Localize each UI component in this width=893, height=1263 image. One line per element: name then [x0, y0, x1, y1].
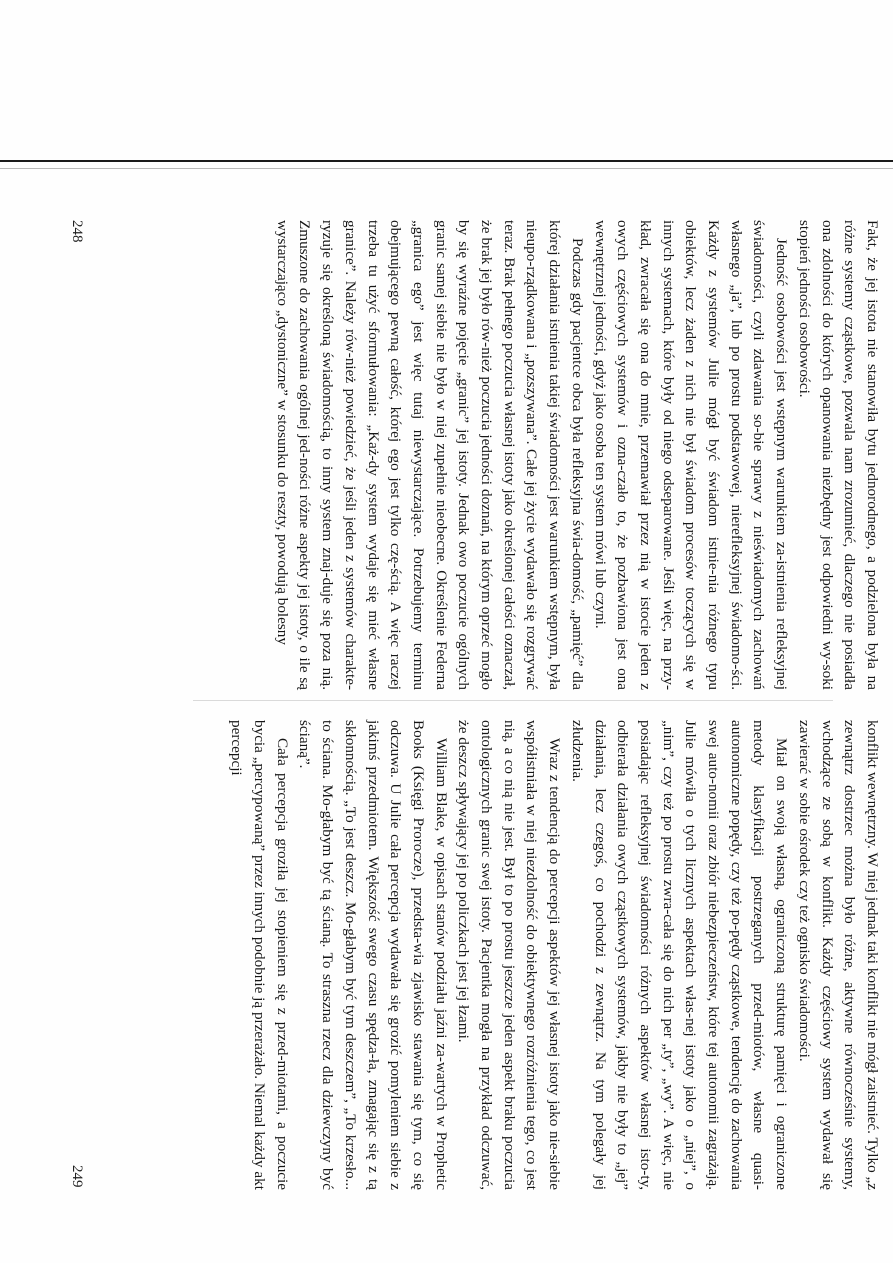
left-page	[270, 220, 883, 690]
right-paragraph-4: William Blake, w opisach stanów podziału jaźni za-wartych w Prophetic Books (Księgi Prorocze), przedsta-wia zjawisko stawania się tym, co się odczuwa. U Julie cała percepcja wydawała się grozić pomyleniem siebie z jakimś przedmiotem. Większość swego czasu spędza-ła, zmagając się z tą skłonnością. „To jest deszcz. Mo-głabym być tym deszczem”, „To krzesło... to ściana. Mo-głabym być tą ścianą. To straszna rzecz dla dziewczyny być ścianą”.	[296, 720, 450, 1190]
page-number-left: 248	[69, 220, 85, 243]
rotated-spread	[43, 210, 893, 1210]
page-number-right: 249	[69, 1165, 85, 1188]
top-scan-shadow	[0, 168, 893, 169]
right-paragraph-1: konflikt wewnętrzny. W niej jednak taki konflikt nie mógł zaistnieć. Tylko „z zewnątrz dostrzec można było różne, aktywne równocześnie systemy, wchodzące ze sobą w konflikt. Każdy częściowy system wydawał się zawierać w sobie ośrodek czy też ognisko świadomości.	[795, 720, 881, 1190]
right-paragraph-2: Miał on swoją własną, ograniczoną strukturę pamięci i ograniczone metody klasyfikacji postrzeganych przed-miotów, własne quasi-autonomiczne popędy, czy też po-pędy cząstkowe, tendencję do zachowania swej auto-nomii oraz zbiór niebezpieczeństw, które tej autonomii zagrażają. Julie mówiła o tych licznych aspektach włas-nej istoty jako o „niej”, o „nim”, czy też po prostu zwra-cała się do nich per „ty”, „wy”. A więc, nie posiadając refleksyjnej świadomości różnych aspektów własnej isto-ty, odbierała działania owych cząstkowych systemów, jakby nie były to „jej” działania, lecz czegoś, co pochodzi z zewnątrz. Na tym polegały jej złudzenia.	[568, 720, 791, 1190]
top-scan-edge	[0, 160, 893, 162]
right-paragraph-5: Cała percepcja groziła jej stopieniem się z przed-miotami, a poczucie bycia „percypowaną” przez innych podobnie ją przerażało. Niemal każdy akt percepcji	[228, 720, 291, 1190]
right-page	[225, 720, 883, 1190]
left-paragraph-3: Podczas gdy pacjentce obca była refleksyjna świa-domość, „pamięć” dla której działania istnienia takiej świadomości jest warunkiem wstępnym, była nieupo-rządkowana i „pozszywana”. Całe jej życie wydawało się rozgrywać teraz. Brak pełnego poczucia własnej istoty jako określonej całości oznaczał, że brak jej było rów-nież poczucia jedności doznań, na którym oprzeć mogło by się wyraźne pojęcie „granic” jej istoty. Jednak owo poczucie ogólnych granic samej siebie nie było w niej zupełnie nieobecne. Określenie Federna „granica ego” jest więc tutaj niewystarczające. Potrzebujemy terminu obejmującego pewną całość, której ego jest tylko czę-ścią. A więc raczej trzeba tu użyć sformułowania: „Każ-dy system wydaje się mieć własne granice”. Należy rów-nież powiedzieć, że jeśli jeden z systemów charakte-ryzuje się określoną świadomością, to inny system znaj-duje się poza nią. Zmuszone do zachowania ogólnej jed-ności różne aspekty jej istoty, o ile są wystarczająco „dystoniczne” w stosunku do reszty, powodują bolesny	[273, 220, 586, 690]
left-paragraph-2: Jedność osobowości jest wstępnym warunkiem za-istnienia refleksyjnej świadomości, czyli zdawania so-bie sprawy z nieświadomych zachowań własnego „ja”, lub po prostu podstawowej, nierefleksyjnej świadomo-ści. Każdy z systemów Julie mógł być świadom istnie-nia różnego typu obiektów, lecz żaden z nich nie był świadom procesów toczących się w innych systemach, które były od niego odseparowane. Jeśli więc, na przy-kład, zwracała się ona do mnie, przemawiał przez nią w istocie jeden z owych częściowych systemów i ozna-czało to, że pozbawiona jest ona wewnętrznej jedności, gdyż jako osoba ten system mówi lub czyni.	[591, 220, 791, 690]
gutter-shadow	[193, 700, 833, 701]
left-paragraph-1: Fakt, że jej istota nie stanowiła bytu jednorodnego, a podzielona była na różne systemy cząstkowe, pozwala nam zrozumieć, dlaczego nie posiadła ona zdolności do których opanowania niezbędny jest odpowiedni wy-soki stopień jedności osobowości.	[795, 220, 881, 690]
right-paragraph-3: Wraz z tendencją do percepcji aspektów jej własnej istoty jako nie-siebie współistniała w niej niezdolność do obiektywnego rozróżnienia tego, co jest nią, a co nią nie jest. Był to po prostu jeszcze jeden aspekt braku poczucia ontologicznych granic swej istoty. Pacjentka mogła na przykład odczuwać, że deszcz spływający jej po policzkach jest jej łzami.	[455, 720, 564, 1190]
